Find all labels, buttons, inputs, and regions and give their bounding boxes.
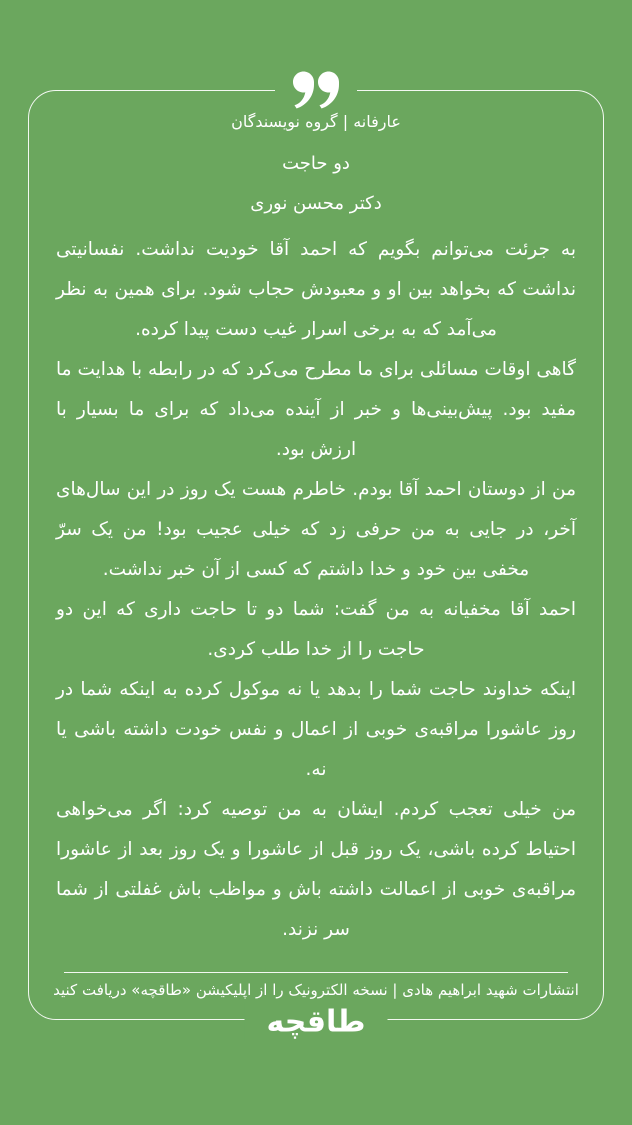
quote-body <box>56 230 576 950</box>
series-label: عارفانه | گروه نویسندگان <box>231 112 401 131</box>
quote-paragraph: گاهی اوقات مسائلی برای ما مطرح می‌کرد که در رابطه با هدایت ما مفید بود. پیش‌بینی‌ها و خبر از آینده می‌داد که برای ما بسیار با ارزش بود. <box>56 359 576 460</box>
quote-paragraph: احمد آقا مخفیانه به من گفت: شما دو تا حاجت داری که این دو حاجت را از خدا طلب کردی. <box>56 599 576 660</box>
footer-divider <box>64 972 568 973</box>
quote-paragraph: من از دوستان احمد آقا بودم. خاطرم هست یک روز در این سال‌های آخر، در جایی به من حرفی زد که خیلی عجیب بود! من یک سرّ مخفی بین خود و خدا داشتم که کسی از آن خبر نداشت. <box>56 479 576 580</box>
quote-paragraph: به جرئت می‌توانم بگویم که احمد آقا خودیت نداشت. نفسانیتی نداشت که بخواهد بین او و معبودش حجاب شود. برای همین به نظر می‌آمد که به برخی اسرار غیب دست پیدا کرده. <box>56 239 576 340</box>
quote-icon <box>275 72 357 109</box>
author-name: دکتر محسن نوری <box>250 193 382 214</box>
publisher-credit: انتشارات شهید ابراهیم هادی | نسخه الکترونیک را از اپلیکیشن «طاقچه» دریافت کنید <box>53 981 579 999</box>
quote-paragraph: اینکه خداوند حاجت شما را بدهد یا نه موکول کرده به اینکه شما در روز عاشورا مراقبه‌ی خوبی از اعمال و نفس خودت داشته باشی یا نه. <box>56 679 576 780</box>
quote-paragraph: من خیلی تعجب کردم. ایشان به من توصیه کرد: اگر می‌خواهی احتیاط کرده باشی، یک روز قبل از عاشورا و یک روز بعد از عاشورا مراقبه‌ی خوبی از اعمالت داشته باش و مواظب باش غفلتی از شما سر نزند. <box>56 799 576 940</box>
taaghche-logo: طاقچه <box>245 1003 388 1042</box>
page-title: دو حاجت <box>282 153 350 174</box>
